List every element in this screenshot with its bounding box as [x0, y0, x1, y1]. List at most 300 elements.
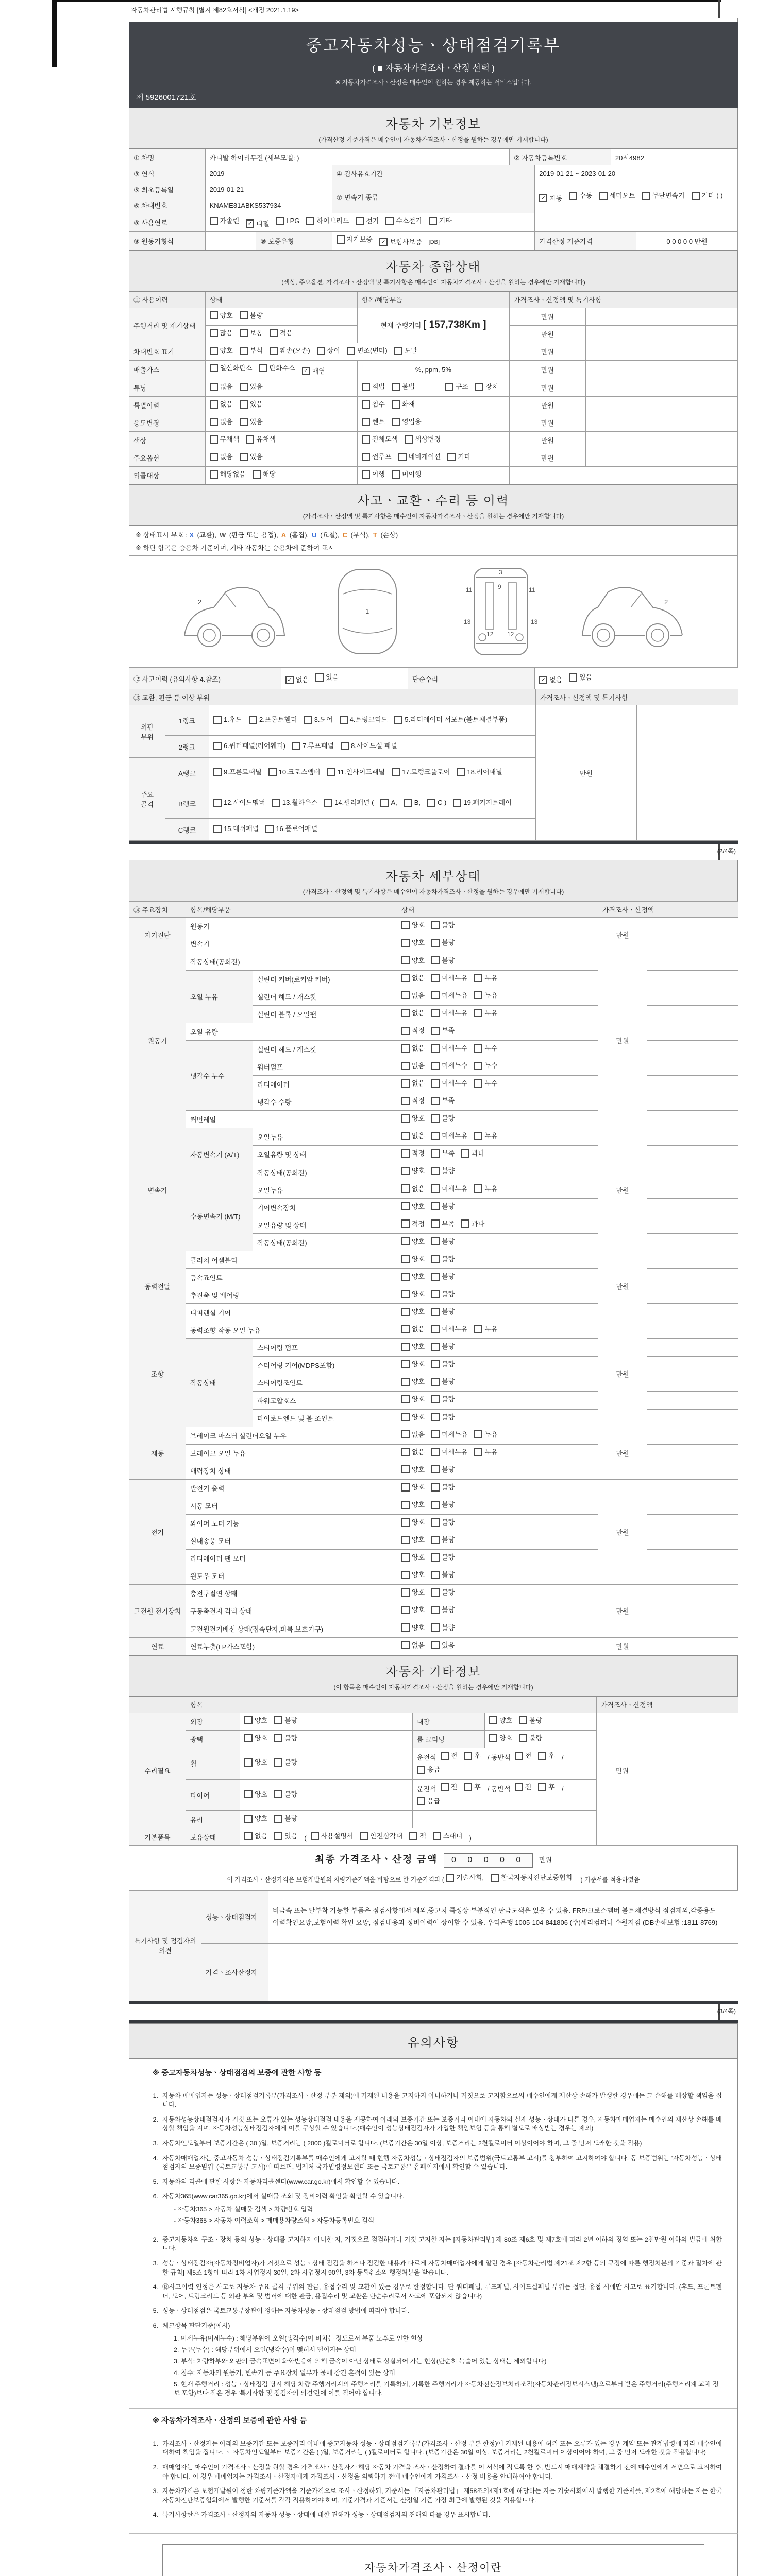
checkbox-icon[interactable] — [244, 1815, 253, 1823]
checkbox-option[interactable] — [401, 937, 425, 948]
checkbox-option[interactable] — [210, 433, 240, 445]
checkbox-option[interactable] — [431, 1358, 455, 1370]
checkbox-option[interactable] — [401, 919, 425, 931]
checkbox-option[interactable] — [431, 1411, 455, 1423]
checkbox-option[interactable] — [431, 1060, 467, 1072]
checkbox-option[interactable] — [270, 345, 310, 357]
checkbox-option[interactable] — [538, 1781, 555, 1793]
checkbox-option[interactable] — [401, 1270, 425, 1282]
checkbox-icon[interactable] — [431, 1623, 440, 1632]
checkbox-option[interactable] — [401, 1007, 425, 1019]
checkbox-option[interactable] — [259, 362, 295, 374]
checkbox-icon[interactable] — [464, 1752, 472, 1760]
checkbox-icon[interactable] — [474, 1062, 482, 1070]
checkbox-icon[interactable] — [431, 1255, 440, 1263]
checkbox-option[interactable] — [210, 362, 253, 374]
checkbox-option[interactable] — [392, 416, 422, 428]
checkbox-option[interactable] — [474, 1060, 497, 1072]
checkbox-option[interactable] — [362, 416, 385, 428]
checkbox-option[interactable] — [474, 1077, 497, 1089]
checkbox-icon[interactable] — [515, 1783, 523, 1791]
checkbox-option[interactable] — [474, 1183, 497, 1195]
checkbox-icon[interactable] — [429, 217, 437, 225]
checkbox-icon[interactable] — [431, 1097, 440, 1105]
checkbox-option[interactable] — [401, 1095, 425, 1107]
checkbox-option[interactable] — [427, 796, 446, 808]
checkbox-icon[interactable] — [431, 1184, 440, 1193]
checkbox-icon[interactable] — [240, 453, 248, 461]
checkbox-checked-icon[interactable]: ✓ — [302, 367, 310, 375]
checkbox-icon[interactable] — [401, 1553, 410, 1562]
checkbox-option[interactable] — [515, 1750, 532, 1761]
checkbox-option[interactable] — [401, 1569, 425, 1581]
checkbox-option[interactable] — [464, 1781, 481, 1793]
checkbox-icon[interactable] — [268, 768, 277, 776]
checkbox-icon[interactable] — [213, 716, 222, 724]
checkbox-icon[interactable] — [431, 1571, 440, 1579]
checkbox-icon[interactable] — [392, 768, 400, 776]
checkbox-icon[interactable] — [401, 1062, 410, 1070]
checkbox-option[interactable] — [401, 955, 425, 967]
checkbox-option[interactable] — [362, 398, 385, 410]
checkbox-icon[interactable] — [431, 1044, 440, 1053]
checkbox-icon[interactable] — [431, 1518, 440, 1527]
checkbox-option[interactable] — [311, 1830, 354, 1842]
checkbox-option[interactable] — [274, 1715, 297, 1726]
checkbox-option[interactable] — [599, 190, 635, 201]
checkbox-option[interactable] — [401, 1604, 425, 1616]
checkbox-option[interactable] — [274, 1732, 297, 1744]
checkbox-option[interactable] — [431, 1446, 467, 1458]
checkbox-icon[interactable] — [474, 1132, 482, 1140]
checkbox-option[interactable] — [210, 468, 246, 480]
checkbox-option[interactable] — [431, 955, 455, 967]
checkbox-icon[interactable] — [401, 1483, 410, 1492]
checkbox-option[interactable] — [276, 215, 299, 227]
checkbox-option[interactable] — [445, 381, 468, 393]
checkbox-icon[interactable] — [347, 347, 355, 355]
checkbox-option[interactable] — [213, 740, 285, 752]
checkbox-option[interactable] — [240, 398, 263, 410]
checkbox-icon[interactable] — [431, 921, 440, 929]
checkbox-option[interactable] — [491, 1872, 572, 1884]
checkbox-icon[interactable] — [341, 742, 349, 750]
checkbox-icon[interactable] — [519, 1716, 527, 1724]
checkbox-icon[interactable] — [362, 383, 370, 391]
checkbox-option[interactable] — [210, 381, 233, 393]
checkbox-option[interactable] — [244, 1830, 267, 1842]
checkbox-icon[interactable] — [385, 217, 394, 225]
checkbox-icon[interactable] — [431, 1395, 440, 1403]
checkbox-checked-icon[interactable]: ✓ — [539, 676, 547, 684]
checkbox-icon[interactable] — [380, 799, 389, 807]
checkbox-icon[interactable] — [417, 1766, 425, 1774]
checkbox-icon[interactable] — [401, 1606, 410, 1614]
checkbox-icon[interactable] — [401, 1571, 410, 1579]
checkbox-icon[interactable] — [431, 1501, 440, 1509]
checkbox-icon[interactable] — [401, 1378, 410, 1386]
checkbox-option[interactable] — [347, 345, 388, 357]
checkbox-icon[interactable] — [431, 974, 440, 982]
checkbox-icon[interactable] — [431, 1465, 440, 1473]
checkbox-option[interactable] — [302, 365, 325, 377]
checkbox-option[interactable] — [692, 190, 723, 201]
checkbox-icon[interactable] — [240, 400, 248, 409]
checkbox-icon[interactable] — [311, 1832, 319, 1840]
checkbox-option[interactable] — [401, 1288, 425, 1300]
checkbox-option[interactable] — [401, 1253, 425, 1265]
checkbox-option[interactable] — [362, 381, 385, 393]
checkbox-option[interactable] — [240, 327, 263, 339]
checkbox-option[interactable] — [405, 433, 441, 445]
checkbox-option[interactable] — [431, 919, 455, 931]
checkbox-option[interactable] — [431, 1534, 455, 1546]
checkbox-icon[interactable] — [431, 1149, 440, 1158]
checkbox-option[interactable] — [401, 1446, 425, 1458]
checkbox-option[interactable] — [401, 1393, 425, 1405]
checkbox-icon[interactable] — [401, 1202, 410, 1210]
checkbox-icon[interactable] — [210, 435, 218, 444]
checkbox-option[interactable] — [285, 674, 309, 686]
checkbox-option[interactable] — [292, 740, 334, 752]
checkbox-icon[interactable] — [431, 991, 440, 999]
checkbox-icon[interactable] — [446, 1874, 454, 1882]
checkbox-icon[interactable] — [457, 768, 465, 776]
checkbox-option[interactable] — [431, 1464, 455, 1476]
checkbox-option[interactable] — [380, 796, 397, 808]
checkbox-icon[interactable] — [401, 1360, 410, 1368]
checkbox-icon[interactable] — [431, 1378, 440, 1386]
checkbox-option[interactable] — [210, 345, 233, 357]
checkbox-option[interactable] — [401, 1306, 425, 1317]
checkbox-icon[interactable] — [453, 799, 461, 807]
checkbox-icon[interactable] — [431, 1273, 440, 1281]
checkbox-icon[interactable] — [244, 1716, 253, 1724]
checkbox-option[interactable] — [441, 1750, 458, 1761]
checkbox-option[interactable] — [401, 1341, 425, 1352]
checkbox-option[interactable] — [272, 796, 317, 808]
checkbox-icon[interactable] — [213, 825, 222, 833]
checkbox-icon[interactable] — [433, 1832, 441, 1840]
checkbox-icon[interactable] — [210, 383, 218, 391]
checkbox-option[interactable] — [431, 1341, 455, 1352]
checkbox-icon[interactable] — [240, 418, 248, 426]
checkbox-option[interactable] — [274, 1812, 297, 1824]
checkbox-option[interactable] — [417, 1795, 440, 1807]
checkbox-icon[interactable] — [337, 235, 345, 244]
checkbox-icon[interactable] — [401, 921, 410, 929]
checkbox-option[interactable] — [392, 766, 450, 778]
checkbox-icon[interactable] — [431, 1079, 440, 1088]
checkbox-option[interactable] — [401, 1165, 425, 1177]
checkbox-icon[interactable] — [240, 329, 248, 337]
checkbox-icon[interactable] — [431, 1308, 440, 1316]
checkbox-icon[interactable] — [474, 974, 482, 982]
checkbox-icon[interactable] — [244, 1758, 253, 1767]
checkbox-option[interactable] — [431, 1218, 455, 1230]
checkbox-icon[interactable] — [431, 1553, 440, 1562]
checkbox-icon[interactable] — [461, 1219, 469, 1228]
checkbox-icon[interactable] — [431, 1448, 440, 1456]
checkbox-option[interactable] — [401, 1112, 425, 1124]
checkbox-option[interactable] — [213, 823, 259, 835]
checkbox-option[interactable] — [244, 1715, 267, 1726]
checkbox-option[interactable] — [240, 310, 263, 321]
checkbox-option[interactable] — [274, 1830, 297, 1842]
checkbox-icon[interactable] — [441, 1783, 449, 1791]
checkbox-icon[interactable] — [431, 1641, 440, 1649]
checkbox-icon[interactable] — [569, 192, 577, 200]
checkbox-icon[interactable] — [392, 383, 400, 391]
checkbox-icon[interactable] — [401, 939, 410, 947]
checkbox-option[interactable] — [431, 1025, 455, 1037]
checkbox-icon[interactable] — [401, 1430, 410, 1438]
checkbox-option[interactable] — [431, 1569, 455, 1581]
checkbox-icon[interactable] — [474, 1044, 482, 1053]
checkbox-icon[interactable] — [240, 311, 248, 319]
checkbox-option[interactable] — [401, 1218, 425, 1230]
checkbox-icon[interactable] — [431, 1430, 440, 1438]
checkbox-option[interactable] — [401, 1481, 425, 1493]
checkbox-option[interactable] — [327, 766, 385, 778]
checkbox-option[interactable] — [268, 766, 321, 778]
checkbox-option[interactable] — [474, 990, 497, 1002]
checkbox-icon[interactable] — [401, 1114, 410, 1123]
checkbox-icon[interactable] — [362, 453, 370, 461]
checkbox-icon[interactable] — [210, 364, 218, 372]
checkbox-option[interactable] — [474, 1130, 497, 1142]
checkbox-option[interactable] — [431, 1130, 467, 1142]
checkbox-icon[interactable] — [401, 1149, 410, 1158]
checkbox-option[interactable] — [515, 1781, 532, 1793]
checkbox-icon[interactable] — [401, 1518, 410, 1527]
checkbox-icon[interactable] — [431, 1202, 440, 1210]
checkbox-option[interactable] — [392, 468, 422, 480]
checkbox-icon[interactable] — [240, 383, 248, 391]
checkbox-option[interactable] — [569, 190, 592, 201]
checkbox-icon[interactable] — [210, 470, 218, 479]
checkbox-icon[interactable] — [401, 1588, 410, 1597]
checkbox-icon[interactable] — [253, 470, 261, 479]
checkbox-icon[interactable] — [475, 383, 483, 391]
checkbox-option[interactable] — [489, 1715, 512, 1726]
checkbox-option[interactable] — [401, 1586, 425, 1598]
checkbox-icon[interactable] — [431, 1290, 440, 1298]
checkbox-option[interactable] — [362, 451, 392, 463]
checkbox-icon[interactable] — [431, 1132, 440, 1140]
checkbox-option[interactable] — [429, 215, 452, 227]
checkbox-icon[interactable] — [401, 1536, 410, 1544]
checkbox-option[interactable] — [431, 1551, 455, 1563]
checkbox-option[interactable] — [401, 990, 425, 1002]
checkbox-option[interactable] — [265, 823, 317, 835]
checkbox-option[interactable] — [401, 1025, 425, 1037]
checkbox-icon[interactable] — [401, 1465, 410, 1473]
checkbox-icon[interactable] — [259, 364, 267, 372]
checkbox-icon[interactable] — [401, 991, 410, 999]
checkbox-icon[interactable] — [692, 192, 700, 200]
checkbox-checked-icon[interactable]: ✓ — [539, 194, 547, 202]
checkbox-option[interactable] — [569, 671, 592, 683]
checkbox-option[interactable] — [244, 1756, 267, 1768]
checkbox-icon[interactable] — [360, 1832, 368, 1840]
checkbox-icon[interactable] — [213, 799, 222, 807]
checkbox-option[interactable] — [210, 215, 240, 227]
checkbox-icon[interactable] — [401, 1343, 410, 1351]
checkbox-option[interactable] — [401, 1411, 425, 1423]
checkbox-option[interactable] — [360, 1830, 402, 1842]
checkbox-option[interactable] — [431, 1095, 455, 1107]
checkbox-option[interactable] — [642, 190, 685, 201]
checkbox-icon[interactable] — [274, 1815, 282, 1823]
checkbox-icon[interactable] — [401, 1079, 410, 1088]
checkbox-icon[interactable] — [356, 217, 364, 225]
checkbox-option[interactable] — [431, 1499, 455, 1511]
checkbox-option[interactable] — [244, 1812, 267, 1824]
checkbox-option[interactable] — [210, 416, 233, 428]
checkbox-option[interactable] — [431, 1253, 455, 1265]
checkbox-option[interactable] — [538, 1750, 555, 1761]
checkbox-icon[interactable] — [401, 974, 410, 982]
checkbox-option[interactable] — [401, 1323, 425, 1335]
checkbox-icon[interactable] — [398, 453, 407, 461]
checkbox-option[interactable] — [394, 345, 417, 357]
checkbox-icon[interactable] — [538, 1783, 546, 1791]
checkbox-icon[interactable] — [405, 435, 413, 444]
checkbox-option[interactable] — [431, 1200, 455, 1212]
checkbox-option[interactable] — [210, 451, 233, 463]
checkbox-option[interactable] — [431, 1604, 455, 1616]
checkbox-icon[interactable] — [404, 799, 412, 807]
checkbox-option[interactable] — [431, 1429, 467, 1440]
checkbox-option[interactable] — [401, 1060, 425, 1072]
checkbox-icon[interactable] — [210, 311, 218, 319]
checkbox-icon[interactable] — [401, 1167, 410, 1175]
checkbox-option[interactable] — [392, 381, 415, 393]
checkbox-icon[interactable] — [431, 1588, 440, 1597]
checkbox-icon[interactable] — [474, 1009, 482, 1017]
checkbox-icon[interactable] — [431, 1009, 440, 1017]
checkbox-icon[interactable] — [362, 435, 370, 444]
checkbox-icon[interactable] — [327, 768, 335, 776]
checkbox-icon[interactable] — [538, 1752, 546, 1760]
checkbox-icon[interactable] — [272, 799, 280, 807]
checkbox-option[interactable] — [401, 1551, 425, 1563]
checkbox-icon[interactable] — [431, 1114, 440, 1123]
checkbox-option[interactable] — [240, 451, 263, 463]
checkbox-icon[interactable] — [244, 1734, 253, 1742]
checkbox-icon[interactable] — [431, 1343, 440, 1351]
checkbox-option[interactable] — [392, 398, 415, 410]
checkbox-icon[interactable] — [431, 1219, 440, 1228]
checkbox-option[interactable] — [474, 1323, 497, 1335]
checkbox-option[interactable] — [474, 1042, 497, 1054]
checkbox-icon[interactable] — [362, 470, 370, 479]
checkbox-icon[interactable] — [274, 1790, 282, 1798]
checkbox-icon[interactable] — [210, 347, 218, 355]
checkbox-icon[interactable] — [401, 1237, 410, 1245]
checkbox-icon[interactable] — [491, 1874, 499, 1882]
checkbox-icon[interactable] — [401, 1027, 410, 1035]
checkbox-icon[interactable] — [431, 1062, 440, 1070]
checkbox-icon[interactable] — [394, 347, 402, 355]
checkbox-icon[interactable] — [274, 1716, 282, 1724]
checkbox-option[interactable] — [362, 468, 385, 480]
checkbox-icon[interactable] — [265, 825, 274, 833]
checkbox-icon[interactable] — [427, 799, 435, 807]
checkbox-option[interactable] — [474, 1429, 497, 1440]
checkbox-option[interactable] — [315, 671, 339, 683]
checkbox-icon[interactable] — [392, 470, 400, 479]
checkbox-icon[interactable] — [274, 1832, 282, 1840]
checkbox-icon[interactable] — [362, 400, 370, 409]
checkbox-option[interactable] — [401, 1516, 425, 1528]
checkbox-icon[interactable] — [246, 435, 254, 444]
checkbox-icon[interactable] — [431, 1483, 440, 1492]
checkbox-icon[interactable] — [569, 673, 577, 682]
checkbox-option[interactable] — [401, 1358, 425, 1370]
checkbox-option[interactable] — [431, 1393, 455, 1405]
checkbox-option[interactable] — [362, 433, 398, 445]
checkbox-icon[interactable] — [447, 453, 456, 461]
checkbox-icon[interactable] — [315, 673, 324, 682]
checkbox-option[interactable] — [404, 796, 421, 808]
checkbox-option[interactable] — [431, 1235, 455, 1247]
checkbox-option[interactable] — [385, 215, 422, 227]
checkbox-option[interactable] — [539, 193, 562, 205]
checkbox-option[interactable] — [401, 1130, 425, 1142]
checkbox-option[interactable] — [539, 674, 562, 686]
checkbox-option[interactable] — [431, 1306, 455, 1317]
checkbox-option[interactable] — [431, 1270, 455, 1282]
checkbox-icon[interactable] — [409, 1832, 417, 1840]
checkbox-option[interactable] — [240, 345, 263, 357]
checkbox-icon[interactable] — [317, 347, 325, 355]
checkbox-option[interactable] — [244, 1788, 267, 1800]
checkbox-icon[interactable] — [474, 1325, 482, 1333]
checkbox-icon[interactable] — [431, 939, 440, 947]
checkbox-option[interactable] — [431, 1112, 455, 1124]
checkbox-icon[interactable] — [401, 1641, 410, 1649]
checkbox-icon[interactable] — [401, 1255, 410, 1263]
checkbox-option[interactable] — [489, 1732, 512, 1744]
checkbox-icon[interactable] — [431, 1536, 440, 1544]
checkbox-option[interactable] — [274, 1788, 297, 1800]
checkbox-icon[interactable] — [210, 418, 218, 426]
checkbox-icon[interactable] — [401, 1184, 410, 1193]
checkbox-option[interactable] — [431, 1165, 455, 1177]
checkbox-option[interactable] — [304, 714, 333, 725]
checkbox-option[interactable] — [409, 1830, 426, 1842]
checkbox-icon[interactable] — [401, 1290, 410, 1298]
checkbox-icon[interactable] — [362, 418, 370, 426]
checkbox-option[interactable] — [431, 1622, 455, 1634]
checkbox-option[interactable] — [356, 215, 379, 227]
checkbox-checked-icon[interactable]: ✓ — [379, 238, 388, 246]
checkbox-option[interactable] — [431, 1147, 455, 1159]
checkbox-icon[interactable] — [324, 799, 332, 807]
checkbox-icon[interactable] — [515, 1752, 523, 1760]
checkbox-icon[interactable] — [431, 1167, 440, 1175]
checkbox-icon[interactable] — [489, 1716, 497, 1724]
checkbox-icon[interactable] — [401, 1413, 410, 1421]
checkbox-option[interactable] — [401, 1183, 425, 1195]
checkbox-icon[interactable] — [270, 347, 278, 355]
checkbox-icon[interactable] — [392, 400, 400, 409]
checkbox-option[interactable] — [401, 1042, 425, 1054]
checkbox-icon[interactable] — [210, 217, 218, 225]
checkbox-option[interactable] — [431, 1323, 467, 1335]
